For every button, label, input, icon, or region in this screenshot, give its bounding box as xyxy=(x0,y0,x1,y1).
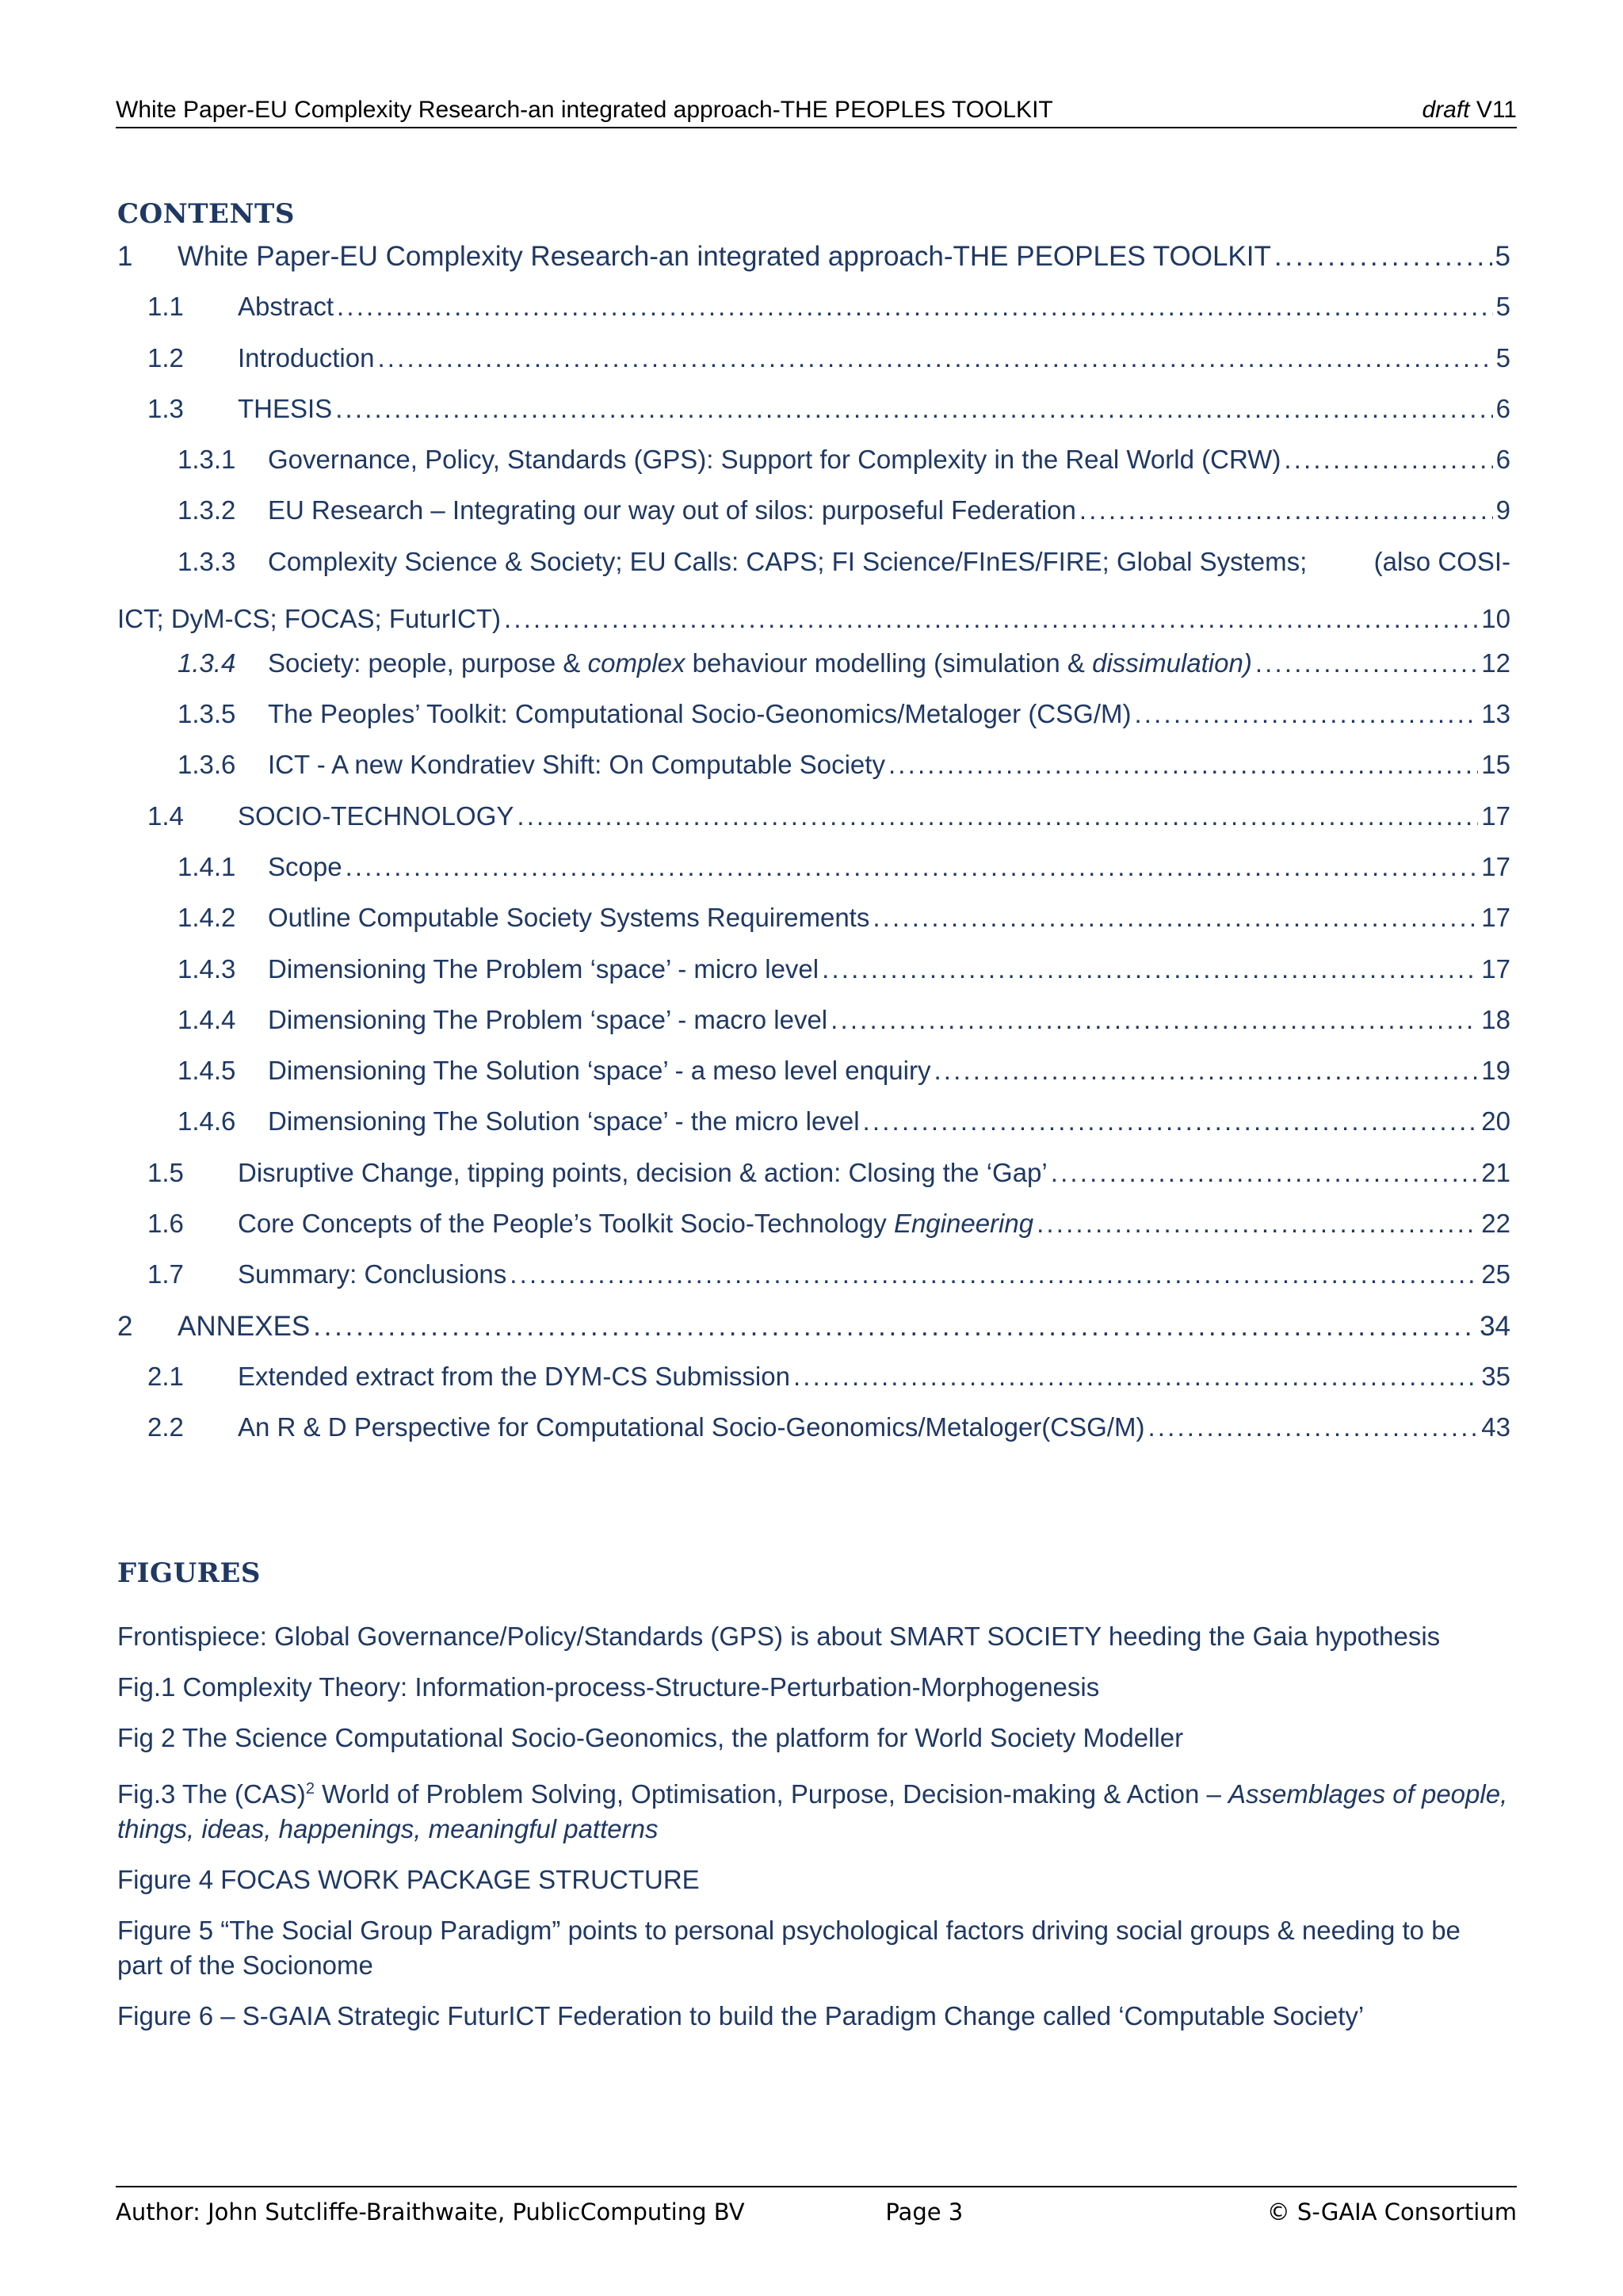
header-version xyxy=(1422,97,1517,124)
toc-leader xyxy=(1037,1210,1478,1236)
toc-number: 1.4.4 xyxy=(178,1004,236,1034)
toc-page: 17 xyxy=(1481,903,1510,933)
toc-title: Dimensioning The Solution ‘space’ - a meso level enquiry xyxy=(268,1056,931,1086)
footer-page-number: Page 3 xyxy=(885,2199,964,2225)
toc-page: 43 xyxy=(1481,1412,1510,1442)
toc-entry[interactable] xyxy=(117,751,1510,802)
header-title: White Paper-EU Complexity Research-an integrated approach-THE PEOPLES TOOLKIT xyxy=(116,97,1053,123)
figure-entry[interactable]: Figure 4 FOCAS WORK PACKAGE STRUCTURE xyxy=(117,1865,700,1894)
toc-page: 35 xyxy=(1481,1361,1510,1391)
toc-title-continued: ICT; DyM-CS; FOCAS; FuturICT) xyxy=(117,604,502,634)
toc-leader xyxy=(1284,446,1492,472)
toc-number: 1.3.4 xyxy=(178,648,236,678)
toc-number: 2 xyxy=(117,1310,133,1342)
toc-entry[interactable] xyxy=(117,1159,1510,1210)
toc-entry[interactable] xyxy=(117,1261,1510,1312)
toc-leader xyxy=(337,293,1493,319)
toc-title-tail: (also COSI- xyxy=(1373,546,1510,576)
page-header xyxy=(116,94,1517,128)
header-version-number: V11 xyxy=(1476,97,1517,123)
figure-entry[interactable] xyxy=(117,1771,1510,1847)
toc-leader xyxy=(1255,650,1478,676)
toc-page: 13 xyxy=(1481,699,1510,729)
toc-leader xyxy=(510,1261,1478,1287)
figure-superscript: 2 xyxy=(305,1780,315,1797)
toc-title: White Paper-EU Complexity Research-an integrated approach-THE PEOPLES TOOLKIT xyxy=(178,241,1271,272)
toc-page: 17 xyxy=(1481,851,1510,881)
toc-title: EU Research – Integrating our way out of silos: purposeful Federation xyxy=(268,495,1076,525)
toc-number: 1.3.6 xyxy=(178,750,236,780)
toc-number: 1.4.6 xyxy=(178,1106,236,1137)
toc-leader xyxy=(888,751,1478,777)
toc-number: 1.6 xyxy=(147,1209,184,1239)
toc-title-part: Core Concepts of the People’s Toolkit Socio-Technology xyxy=(238,1209,894,1239)
figures-heading: FIGURES xyxy=(117,1557,261,1589)
toc-entry[interactable] xyxy=(117,446,1510,497)
toc-entry[interactable] xyxy=(117,650,1510,701)
header-draft-label: draft xyxy=(1422,97,1470,123)
contents-heading: CONTENTS xyxy=(117,198,295,230)
toc-leader xyxy=(873,904,1478,930)
toc-leader xyxy=(313,1312,1476,1340)
toc-page: 17 xyxy=(1481,953,1510,984)
toc-number: 2.2 xyxy=(147,1412,184,1442)
toc-page: 21 xyxy=(1481,1157,1510,1187)
figure-entry[interactable]: Fig.1 Complexity Theory: Information-process-Structure-Perturbation-Morphogenesis xyxy=(117,1672,1100,1702)
page-footer xyxy=(116,2186,1517,2225)
toc-number: 1.5 xyxy=(147,1157,184,1187)
figures-list xyxy=(117,1619,1510,2050)
toc-entry[interactable] xyxy=(117,243,1510,293)
toc-number: 2.1 xyxy=(147,1361,184,1391)
toc-leader xyxy=(863,1108,1479,1134)
footer-copyright: © S-GAIA Consortium xyxy=(1266,2199,1517,2225)
toc-number: 1.2 xyxy=(147,342,184,372)
toc-page: 6 xyxy=(1495,445,1510,475)
toc-title: Summary: Conclusions xyxy=(238,1259,507,1289)
toc-entry-line-2 xyxy=(117,606,1510,632)
toc-page: 25 xyxy=(1481,1259,1510,1289)
toc-title: ANNEXES xyxy=(178,1310,311,1342)
toc-entry[interactable] xyxy=(117,497,1510,548)
toc-number: 1.1 xyxy=(147,292,184,322)
toc-entry[interactable] xyxy=(117,395,1510,446)
figure-entry[interactable]: Fig 2 The Science Computational Socio-Geonomics, the platform for World Society Modeller xyxy=(117,1723,1184,1752)
toc-title: Extended extract from the DYM-CS Submission xyxy=(238,1361,790,1391)
toc-leader xyxy=(1134,701,1478,727)
toc-page: 22 xyxy=(1481,1209,1510,1239)
toc-entry[interactable] xyxy=(117,1057,1510,1108)
figure-entry[interactable]: Figure 6 – S-GAIA Strategic FuturICT Federation to build the Paradigm Change called ‘Computable Society’ xyxy=(117,2001,1365,2030)
toc-title: Complexity Science & Society; EU Calls: CAPS; FI Science/FInES/FIRE; Global Systems; xyxy=(268,546,1308,576)
toc-title: Dimensioning The Problem ‘space’ - macro level xyxy=(268,1004,828,1034)
toc-page: 9 xyxy=(1495,495,1510,525)
toc-leader xyxy=(517,803,1478,829)
toc-entry[interactable] xyxy=(117,701,1510,751)
toc-title xyxy=(268,650,1252,676)
toc-number: 1.4.3 xyxy=(178,953,236,984)
toc-title: Dimensioning The Solution ‘space’ - the micro level xyxy=(268,1106,860,1137)
toc-title: Introduction xyxy=(238,342,375,372)
toc-title: Disruptive Change, tipping points, decision & action: Closing the ‘Gap’ xyxy=(238,1157,1048,1187)
toc-entry[interactable] xyxy=(117,548,1510,650)
toc-title: An R & D Perspective for Computational Socio-Geonomics/Metaloger(CSG/M) xyxy=(238,1412,1145,1442)
toc-title: Governance, Policy, Standards (GPS): Support for Complexity in the Real World (CRW) xyxy=(268,445,1281,475)
toc-title: SOCIO-TECHNOLOGY xyxy=(238,800,514,831)
toc-number: 1.4.5 xyxy=(178,1056,236,1086)
toc-page: 5 xyxy=(1495,292,1510,322)
toc-number: 1.3.3 xyxy=(178,546,236,576)
toc-number: 1.7 xyxy=(147,1259,184,1289)
figure-text-emphasis: Assemblages of people, things, ideas, happenings, meaningful patterns xyxy=(117,1779,1508,1843)
toc-number: 1.4.1 xyxy=(178,851,236,881)
toc-page: 34 xyxy=(1480,1310,1510,1342)
toc-entry[interactable] xyxy=(117,342,1510,395)
toc-page: 18 xyxy=(1481,1004,1510,1034)
figure-text: Fig.3 The (CAS) xyxy=(117,1779,306,1809)
toc-leader xyxy=(822,956,1478,982)
toc-title-emphasis: complex xyxy=(587,648,685,678)
toc-leader xyxy=(1051,1159,1479,1186)
toc-number: 1.3 xyxy=(147,393,184,423)
toc-page: 17 xyxy=(1481,800,1510,831)
toc-number: 1.3.2 xyxy=(178,495,236,525)
toc-entry[interactable] xyxy=(117,953,1510,1007)
toc-entry[interactable] xyxy=(117,1312,1510,1363)
toc-number: 1 xyxy=(117,241,133,272)
toc-entry[interactable] xyxy=(117,1414,1510,1465)
toc-entry[interactable] xyxy=(117,1363,1510,1414)
toc-title: Abstract xyxy=(238,292,334,322)
toc-leader xyxy=(934,1057,1478,1083)
toc-entry[interactable] xyxy=(117,293,1510,344)
toc-page: 6 xyxy=(1495,393,1510,423)
toc-title: Outline Computable Society Systems Requirements xyxy=(268,903,870,933)
toc-number: 1.3.5 xyxy=(178,699,236,729)
toc-title xyxy=(238,1209,1034,1239)
table-of-contents xyxy=(117,243,1510,1465)
footer-author: Author: John Sutcliffe-Braithwaite, PublicComputing BV xyxy=(116,2199,745,2225)
figure-entry[interactable]: Frontispiece: Global Governance/Policy/Standards (GPS) is about SMART SOCIETY heeding the Gaia hypothesis xyxy=(117,1622,1441,1651)
toc-entry-line-1 xyxy=(178,548,1510,575)
figure-text: World of Problem Solving, Optimisation, Purpose, Decision-making & Action – xyxy=(314,1779,1229,1809)
toc-leader xyxy=(377,345,1492,371)
toc-page: 5 xyxy=(1495,342,1510,372)
toc-entry[interactable] xyxy=(117,904,1510,955)
toc-page: 10 xyxy=(1481,604,1510,634)
toc-title-emphasis: Engineering xyxy=(893,1209,1034,1239)
toc-title-part: behaviour modelling (simulation & xyxy=(685,648,1093,678)
toc-page: 20 xyxy=(1481,1106,1510,1137)
toc-leader xyxy=(504,606,1478,632)
figure-entry[interactable]: Figure 5 “The Social Group Paradigm” points to personal psychological factors driving social groups & needing to be part of the Socionome xyxy=(117,1916,1461,1980)
toc-page: 5 xyxy=(1495,241,1510,272)
toc-title-part: Society: people, purpose & xyxy=(268,648,588,678)
toc-leader xyxy=(793,1363,1478,1389)
toc-entry[interactable] xyxy=(117,1004,1510,1057)
toc-page: 12 xyxy=(1481,648,1510,678)
toc-title-emphasis: dissimulation) xyxy=(1092,648,1252,678)
toc-title: Scope xyxy=(268,851,342,881)
toc-title: THESIS xyxy=(238,393,333,423)
toc-page: 15 xyxy=(1481,750,1510,780)
toc-leader xyxy=(1079,497,1493,523)
toc-number: 1.3.1 xyxy=(178,445,236,475)
toc-number: 1.4 xyxy=(147,800,184,831)
toc-number: 1.4.2 xyxy=(178,903,236,933)
toc-title: The Peoples’ Toolkit: Computational Socio-Geonomics/Metaloger (CSG/M) xyxy=(268,699,1132,729)
toc-page: 19 xyxy=(1481,1056,1510,1086)
toc-leader xyxy=(346,854,1479,880)
toc-title: Dimensioning The Problem ‘space’ - micro level xyxy=(268,953,819,984)
toc-title: ICT - A new Kondratiev Shift: On Computable Society xyxy=(268,750,885,780)
toc-leader xyxy=(1274,243,1492,270)
toc-leader xyxy=(831,1007,1478,1033)
toc-leader xyxy=(1148,1414,1478,1440)
toc-entry[interactable] xyxy=(117,800,1510,854)
toc-entry[interactable] xyxy=(117,851,1510,904)
toc-leader xyxy=(335,395,1492,422)
toc-entry[interactable] xyxy=(117,1210,1510,1261)
toc-entry[interactable] xyxy=(117,1108,1510,1159)
